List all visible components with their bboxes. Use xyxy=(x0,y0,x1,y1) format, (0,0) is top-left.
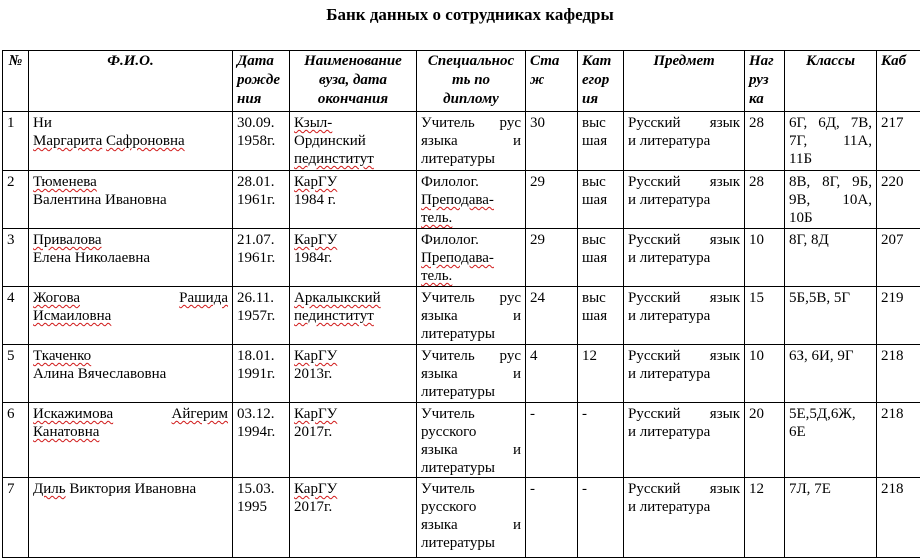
cat-line: шая xyxy=(582,249,619,267)
spec-line: Учитель рус xyxy=(421,114,521,132)
univ-line: 1984 г. xyxy=(294,191,412,209)
staff-table xyxy=(2,50,920,558)
classes-line: 8В, 8Г, 9Б, xyxy=(789,173,872,191)
cell-num: 6 xyxy=(3,403,29,478)
cell-exp: 29 xyxy=(526,171,578,229)
classes-line: 5Б,5В, 5Г xyxy=(789,289,872,307)
univ-line: 2013г. xyxy=(294,365,412,383)
classes-line: 7Г, 11А, xyxy=(789,132,872,150)
fio-line: Маргарита Сафроновна xyxy=(33,132,228,150)
cell-exp: - xyxy=(526,403,578,478)
cell-univ xyxy=(290,112,417,171)
cell-spec xyxy=(417,478,526,558)
subj-line: и литература xyxy=(628,498,740,516)
spec-line: языка и xyxy=(421,132,521,150)
subj-line: Русский язык xyxy=(628,405,740,423)
spec-line: Филолог. xyxy=(421,173,521,191)
fio-line: Елена Николаевна xyxy=(33,249,228,267)
cell-classes xyxy=(785,287,877,345)
cell-num: 7 xyxy=(3,478,29,558)
header-cat xyxy=(578,51,624,112)
cell-load: 10 xyxy=(745,229,785,287)
cell-exp: 30 xyxy=(526,112,578,171)
cell-cat xyxy=(578,287,624,345)
cell-spec xyxy=(417,345,526,403)
header-row xyxy=(3,51,920,112)
cat-line: - xyxy=(582,480,619,498)
univ-line: КарГУ xyxy=(294,231,412,249)
cell-dob xyxy=(233,478,290,558)
cat-line: выс xyxy=(582,114,619,132)
cell-spec xyxy=(417,112,526,171)
cell-room: 217 xyxy=(877,112,920,171)
cell-classes xyxy=(785,229,877,287)
cell-subj xyxy=(624,287,745,345)
cell-dob xyxy=(233,229,290,287)
dob-line: 26.11. xyxy=(237,289,285,307)
cell-num: 3 xyxy=(3,229,29,287)
table-row xyxy=(3,112,920,171)
table-row xyxy=(3,171,920,229)
header-line: Каб xyxy=(881,52,920,71)
subj-line: Русский язык xyxy=(628,173,740,191)
cell-fio xyxy=(29,112,233,171)
dob-line: 1958г. xyxy=(237,132,285,150)
subj-line: Русский язык xyxy=(628,347,740,365)
cell-num: 2 xyxy=(3,171,29,229)
cell-univ xyxy=(290,229,417,287)
header-classes xyxy=(785,51,877,112)
spec-line: Учитель рус xyxy=(421,289,521,307)
cell-subj xyxy=(624,171,745,229)
spec-line: Учитель xyxy=(421,405,521,423)
spec-line: литературы xyxy=(421,150,521,168)
cell-cat xyxy=(578,478,624,558)
classes-line: 8Г, 8Д xyxy=(789,231,872,249)
cell-dob xyxy=(233,287,290,345)
cell-subj xyxy=(624,345,745,403)
cell-univ xyxy=(290,345,417,403)
cell-dob xyxy=(233,345,290,403)
univ-line: пединститут xyxy=(294,307,412,325)
fio-line: Алина Вячеславовна xyxy=(33,365,228,383)
cell-room: 219 xyxy=(877,287,920,345)
subj-line: Русский язык xyxy=(628,114,740,132)
cell-classes xyxy=(785,112,877,171)
fio-line: Валентина Ивановна xyxy=(33,191,228,209)
classes-line: 7Л, 7Е xyxy=(789,480,872,498)
cat-line: - xyxy=(582,405,619,423)
dob-line: 21.07. xyxy=(237,231,285,249)
header-line: рожде xyxy=(237,71,285,90)
fio-line: Жогова Рашида xyxy=(33,289,228,307)
classes-line: 5Е,5Д,6Ж, xyxy=(789,405,872,423)
header-fio xyxy=(29,51,233,112)
cell-dob xyxy=(233,112,290,171)
cell-spec xyxy=(417,229,526,287)
fio-line: Тюменева xyxy=(33,173,228,191)
fio-line: Искажимова Айгерим xyxy=(33,405,228,423)
univ-line: КарГУ xyxy=(294,347,412,365)
cat-line: шая xyxy=(582,307,619,325)
cell-univ xyxy=(290,403,417,478)
univ-line: Аркалыкский xyxy=(294,289,412,307)
dob-line: 1994г. xyxy=(237,423,285,441)
dob-line: 1961г. xyxy=(237,249,285,267)
spec-line: тель. xyxy=(421,209,521,227)
univ-line: пединститут xyxy=(294,150,412,168)
cell-num: 5 xyxy=(3,345,29,403)
dob-line: 1995 xyxy=(237,498,285,516)
fio-line: Ткаченко xyxy=(33,347,228,365)
cell-load: 28 xyxy=(745,171,785,229)
cell-fio xyxy=(29,171,233,229)
cell-dob xyxy=(233,171,290,229)
cell-univ xyxy=(290,287,417,345)
header-num xyxy=(3,51,29,112)
cell-fio xyxy=(29,403,233,478)
cell-classes xyxy=(785,403,877,478)
cell-fio xyxy=(29,287,233,345)
univ-line: 2017г. xyxy=(294,498,412,516)
header-line: окончания xyxy=(294,90,412,109)
table-row xyxy=(3,403,920,478)
cell-load: 28 xyxy=(745,112,785,171)
header-line: егор xyxy=(582,71,619,90)
fio-line: Исмаиловна xyxy=(33,307,228,325)
spec-line: языка и xyxy=(421,307,521,325)
classes-line: 10Б xyxy=(789,209,872,227)
cell-subj xyxy=(624,112,745,171)
header-exp xyxy=(526,51,578,112)
cell-fio xyxy=(29,478,233,558)
subj-line: и литература xyxy=(628,307,740,325)
spec-line: Филолог. xyxy=(421,231,521,249)
univ-line: КарГУ xyxy=(294,405,412,423)
fio-line: Диль Виктория Ивановна xyxy=(33,480,228,498)
cell-room: 220 xyxy=(877,171,920,229)
cell-subj xyxy=(624,229,745,287)
cell-univ xyxy=(290,171,417,229)
cell-load: 12 xyxy=(745,478,785,558)
dob-line: 15.03. xyxy=(237,480,285,498)
cell-load: 15 xyxy=(745,287,785,345)
subj-line: и литература xyxy=(628,132,740,150)
cell-cat xyxy=(578,112,624,171)
dob-line: 1961г. xyxy=(237,191,285,209)
subj-line: Русский язык xyxy=(628,289,740,307)
dob-line: 18.01. xyxy=(237,347,285,365)
spec-line: Преподава- xyxy=(421,191,521,209)
cell-classes xyxy=(785,345,877,403)
header-line: Ф.И.О. xyxy=(33,52,228,71)
header-room xyxy=(877,51,920,112)
spec-line: литературы xyxy=(421,534,521,552)
cell-num: 4 xyxy=(3,287,29,345)
table-row xyxy=(3,229,920,287)
header-line: Дата xyxy=(237,52,285,71)
header-line: вуза, дата xyxy=(294,71,412,90)
univ-line: КарГУ xyxy=(294,480,412,498)
header-line: Классы xyxy=(789,52,872,71)
fio-line: Привалова xyxy=(33,231,228,249)
cell-load: 20 xyxy=(745,403,785,478)
spec-line: языка и xyxy=(421,365,521,383)
table-body xyxy=(3,112,920,558)
spec-line: Учитель xyxy=(421,480,521,498)
cell-spec xyxy=(417,287,526,345)
cat-line: выс xyxy=(582,173,619,191)
dob-line: 1957г. xyxy=(237,307,285,325)
header-line: ния xyxy=(237,90,285,109)
fio-line: Ни xyxy=(33,114,228,132)
header-line: диплому xyxy=(421,90,521,109)
spec-line: литературы xyxy=(421,325,521,343)
cell-room: 218 xyxy=(877,345,920,403)
header-line: Наг xyxy=(749,52,780,71)
spec-line: языка и xyxy=(421,516,521,534)
spec-line: языка и xyxy=(421,441,521,459)
header-line: Ста xyxy=(530,52,573,71)
subj-line: и литература xyxy=(628,365,740,383)
header-univ xyxy=(290,51,417,112)
fio-line: Канатовна xyxy=(33,423,228,441)
spec-line: литературы xyxy=(421,383,521,401)
cat-line: выс xyxy=(582,231,619,249)
cell-room: 207 xyxy=(877,229,920,287)
cell-spec xyxy=(417,403,526,478)
univ-line: КарГУ xyxy=(294,173,412,191)
cell-room: 218 xyxy=(877,403,920,478)
header-line: ть по xyxy=(421,71,521,90)
cell-spec xyxy=(417,171,526,229)
cell-fio xyxy=(29,345,233,403)
spec-line: Учитель рус xyxy=(421,347,521,365)
table-row xyxy=(3,287,920,345)
cell-fio xyxy=(29,229,233,287)
cell-subj xyxy=(624,403,745,478)
header-line: руз xyxy=(749,71,780,90)
classes-line: 6Е xyxy=(789,423,872,441)
header-line: Предмет xyxy=(628,52,740,71)
subj-line: Русский язык xyxy=(628,480,740,498)
classes-line: 6Г, 6Д, 7В, xyxy=(789,114,872,132)
table-row xyxy=(3,478,920,558)
cat-line: выс xyxy=(582,289,619,307)
header-line: ия xyxy=(582,90,619,109)
subj-line: и литература xyxy=(628,191,740,209)
univ-line: Ординский xyxy=(294,132,412,150)
header-line: ка xyxy=(749,90,780,109)
classes-line: 11Б xyxy=(789,150,872,168)
header-spec xyxy=(417,51,526,112)
header-dob xyxy=(233,51,290,112)
page-title: Банк данных о сотрудниках кафедры xyxy=(0,4,920,26)
cell-num: 1 xyxy=(3,112,29,171)
cell-room: 218 xyxy=(877,478,920,558)
table-row xyxy=(3,345,920,403)
cell-subj xyxy=(624,478,745,558)
cell-univ xyxy=(290,478,417,558)
header-line: Кат xyxy=(582,52,619,71)
dob-line: 03.12. xyxy=(237,405,285,423)
header-line: Специальнос xyxy=(421,52,521,71)
cell-exp: 4 xyxy=(526,345,578,403)
spec-line: русского xyxy=(421,423,521,441)
spec-line: русского xyxy=(421,498,521,516)
cell-dob xyxy=(233,403,290,478)
subj-line: и литература xyxy=(628,423,740,441)
univ-line: 1984г. xyxy=(294,249,412,267)
cell-cat xyxy=(578,345,624,403)
header-line: № xyxy=(7,52,24,71)
header-load xyxy=(745,51,785,112)
cell-classes xyxy=(785,478,877,558)
univ-line: Кзыл- xyxy=(294,114,412,132)
cell-exp: - xyxy=(526,478,578,558)
header-line: Наименование xyxy=(294,52,412,71)
subj-line: Русский язык xyxy=(628,231,740,249)
cat-line: 12 xyxy=(582,347,619,365)
spec-line: Преподава- xyxy=(421,249,521,267)
dob-line: 30.09. xyxy=(237,114,285,132)
subj-line: и литература xyxy=(628,249,740,267)
cell-classes xyxy=(785,171,877,229)
dob-line: 28.01. xyxy=(237,173,285,191)
header-subj xyxy=(624,51,745,112)
cat-line: шая xyxy=(582,191,619,209)
cell-cat xyxy=(578,229,624,287)
header-line: ж xyxy=(530,71,573,90)
dob-line: 1991г. xyxy=(237,365,285,383)
spec-line: тель. xyxy=(421,267,521,285)
cell-cat xyxy=(578,171,624,229)
spec-line: литературы xyxy=(421,459,521,477)
univ-line: 2017г. xyxy=(294,423,412,441)
cat-line: шая xyxy=(582,132,619,150)
cell-exp: 29 xyxy=(526,229,578,287)
classes-line: 9В, 10А, xyxy=(789,191,872,209)
classes-line: 6З, 6И, 9Г xyxy=(789,347,872,365)
cell-load: 10 xyxy=(745,345,785,403)
cell-cat xyxy=(578,403,624,478)
cell-exp: 24 xyxy=(526,287,578,345)
